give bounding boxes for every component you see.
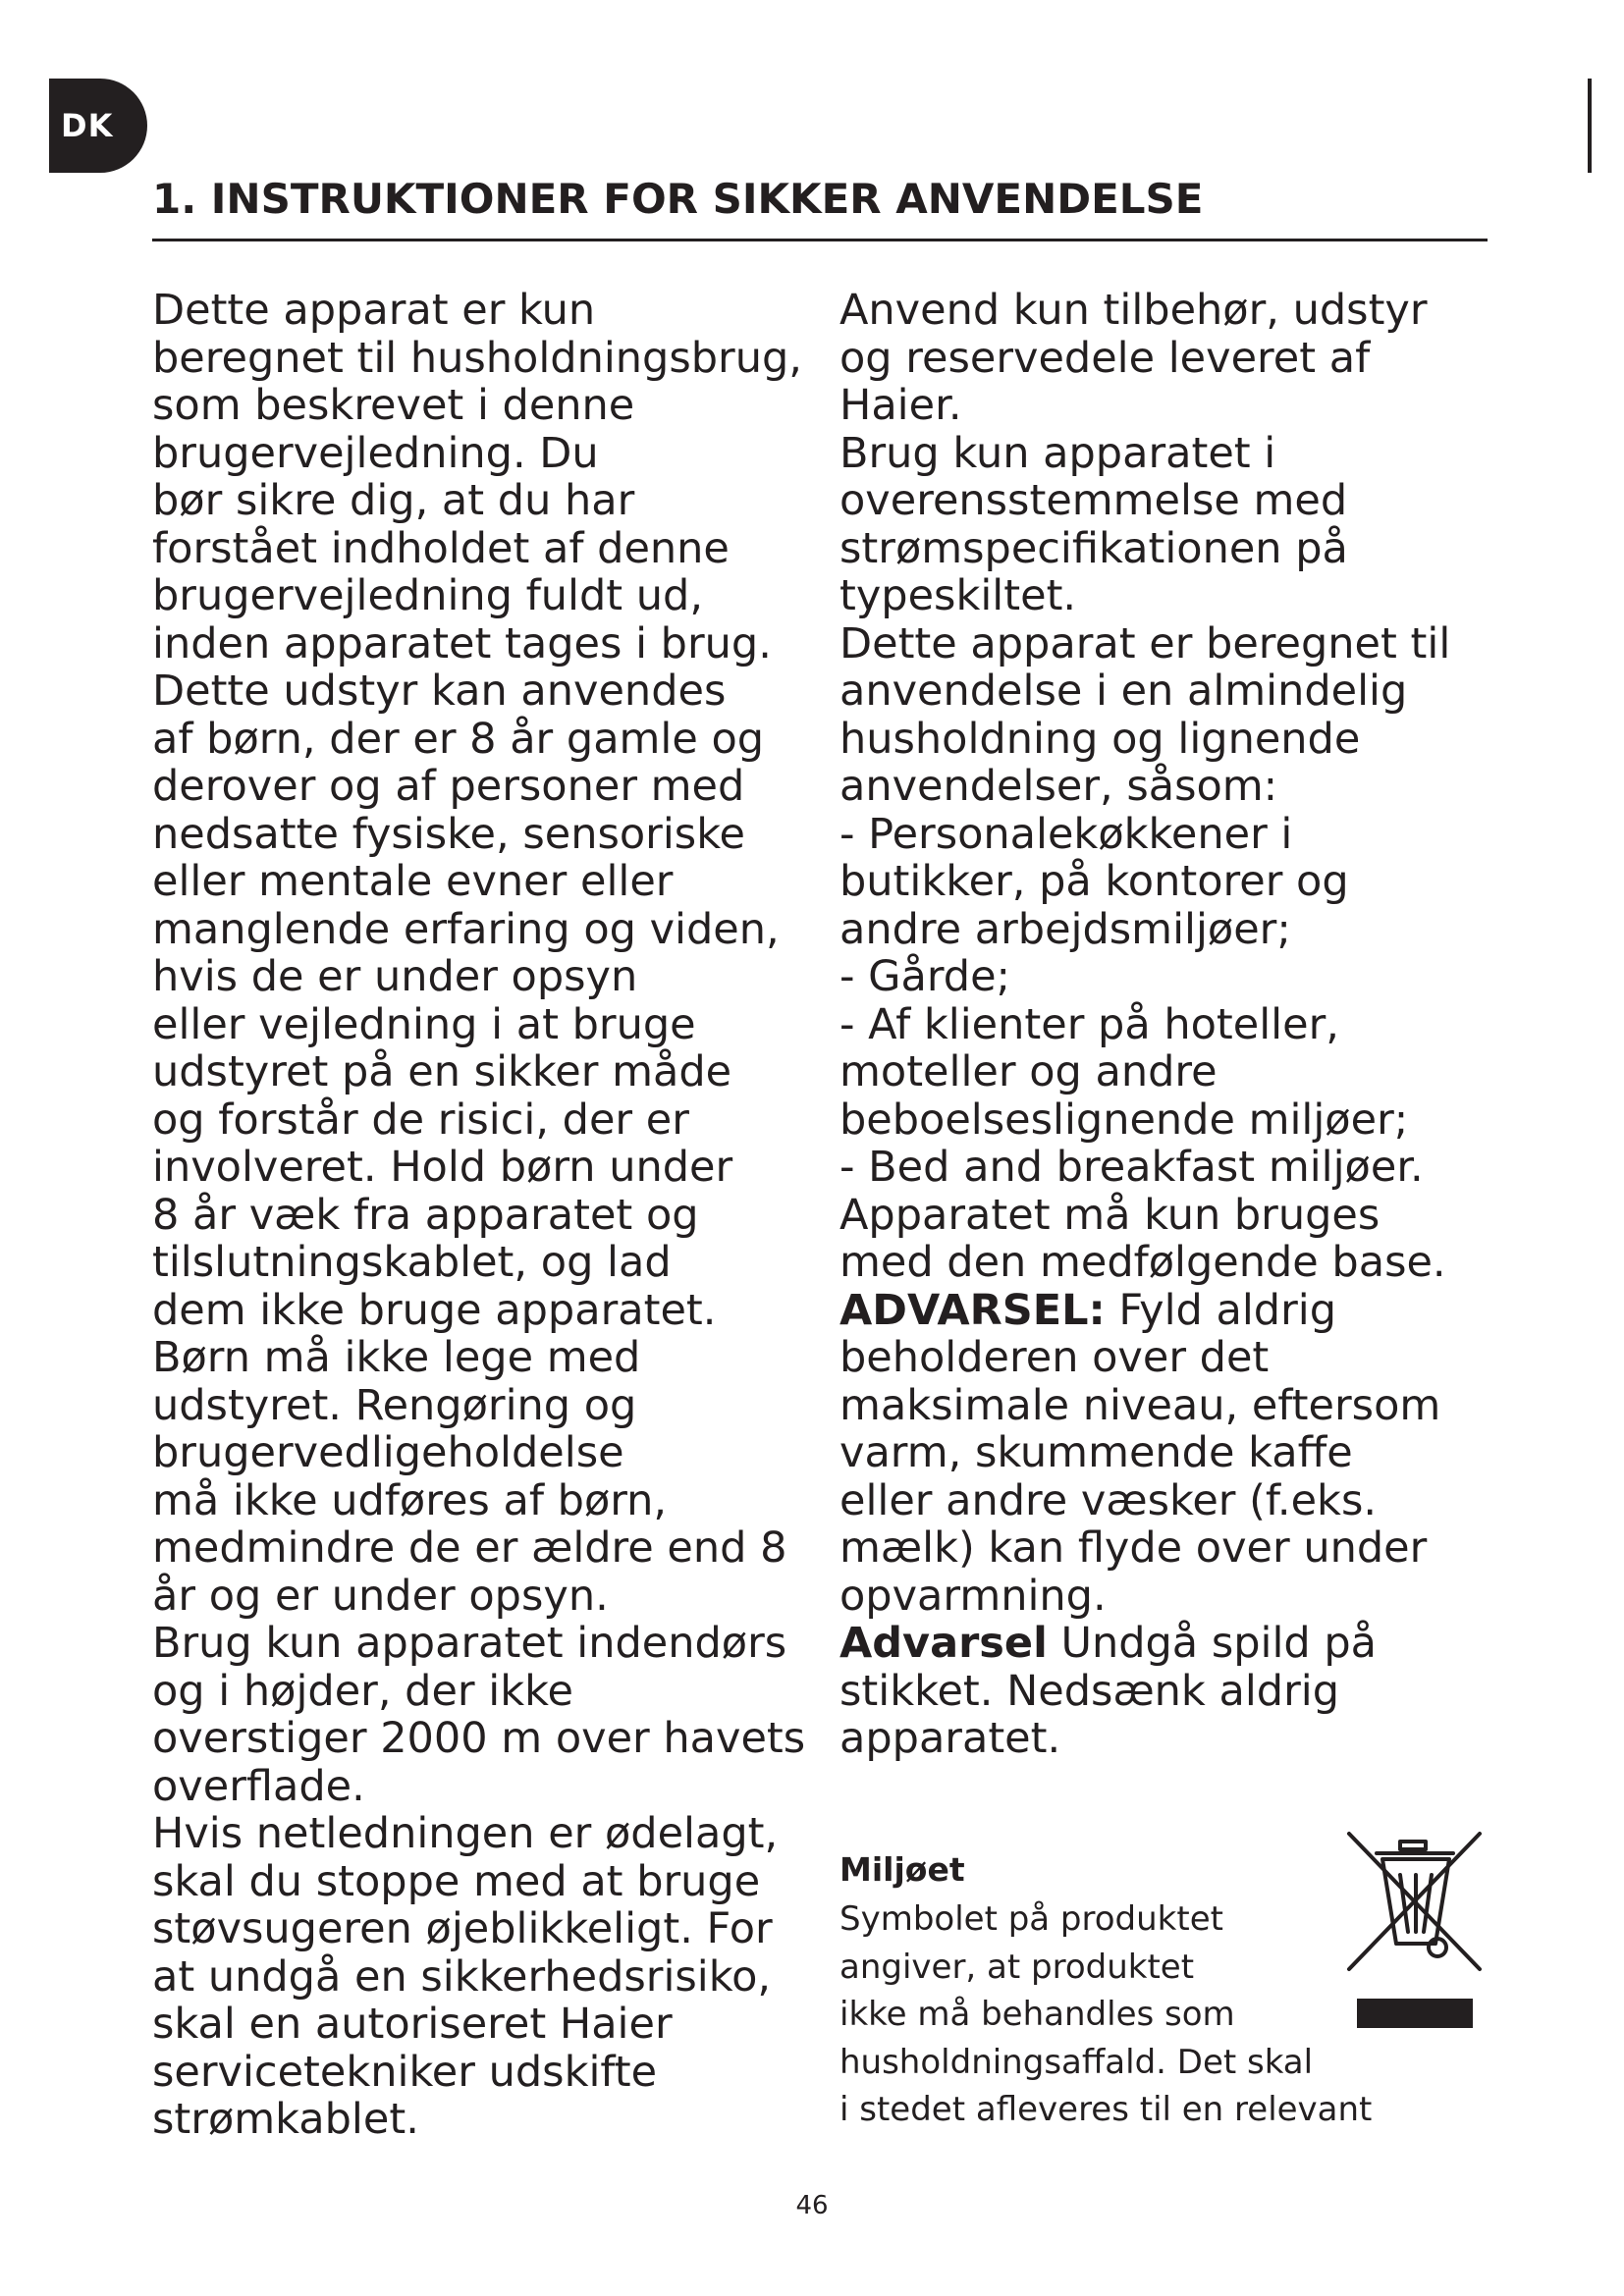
right-column-line: beboelseslignende miljøer; bbox=[839, 1095, 1409, 1145]
warning-2-label: Advarsel bbox=[839, 1619, 1048, 1668]
left-column-line: dem ikke bruge apparatet. bbox=[152, 1285, 717, 1335]
left-column-line: skal du stoppe med at bruge bbox=[152, 1856, 761, 1906]
warning-1-line: maksimale niveau, eftersom bbox=[839, 1380, 1441, 1430]
right-column-line: Anvend kun tilbehør, udstyr bbox=[839, 286, 1428, 335]
left-column-line: servicetekniker udskifte bbox=[152, 2047, 658, 2097]
page-edge-marker bbox=[1588, 79, 1592, 173]
page-number: 46 bbox=[795, 2191, 829, 2220]
left-column-line: brugervedligeholdelse bbox=[152, 1428, 624, 1477]
right-column-line: strømspecifikationen på bbox=[839, 523, 1348, 573]
right-column-line: anvendelse i en almindelig bbox=[839, 667, 1408, 716]
right-column-line: - Personalekøkkener i bbox=[839, 809, 1293, 859]
language-code: DK bbox=[61, 107, 114, 144]
right-column-line: - Gårde; bbox=[839, 952, 1011, 1001]
weee-underline-bar bbox=[1357, 1999, 1473, 2028]
warning-1-line: varm, skummende kaffe bbox=[839, 1428, 1353, 1477]
left-column-line: som beskrevet i denne bbox=[152, 381, 635, 430]
warning-1-line: mælk) kan flyde over under bbox=[839, 1523, 1428, 1573]
right-column-paragraphs bbox=[839, 287, 1450, 1287]
right-column-line: butikker, på kontorer og bbox=[839, 857, 1349, 906]
left-column-line: udstyret. Rengøring og bbox=[152, 1380, 637, 1430]
warning-2-line: apparatet. bbox=[839, 1714, 1061, 1763]
left-column-line: eller mentale evner eller bbox=[152, 857, 674, 906]
environment-line: i stedet afleveres til en relevant bbox=[839, 2090, 1373, 2129]
left-column-line: 8 år væk fra apparatet og bbox=[152, 1190, 699, 1240]
left-column-line: hvis de er under opsyn bbox=[152, 952, 638, 1001]
right-column-line: - Af klienter på hoteller, bbox=[839, 999, 1339, 1049]
right-column-line: overensstemmelse med bbox=[839, 476, 1348, 525]
left-column-line: at undgå en sikkerhedsrisiko, bbox=[152, 1951, 772, 2002]
left-column-line: Dette udstyr kan anvendes bbox=[152, 667, 727, 716]
right-column-line: med den medfølgende base. bbox=[839, 1238, 1446, 1287]
warning-1-text: Fyld aldrig bbox=[1105, 1285, 1336, 1335]
left-column-line: beregnet til husholdningsbrug, bbox=[152, 333, 802, 383]
warning-2-first-line bbox=[839, 1620, 1450, 1668]
right-column-line: anvendelser, såsom: bbox=[839, 762, 1278, 811]
left-column-line: brugervejledning fuldt ud, bbox=[152, 571, 703, 620]
title-divider bbox=[152, 239, 1488, 241]
environment-line: angiver, at produktet bbox=[839, 1947, 1195, 1987]
warning-1-line: eller andre væsker (f.eks. bbox=[839, 1475, 1378, 1525]
left-column-line: brugervejledning. Du bbox=[152, 428, 599, 478]
right-column-line: og reservedele leveret af bbox=[839, 333, 1371, 383]
language-tab bbox=[49, 79, 147, 173]
left-column-line: af børn, der er 8 år gamle og bbox=[152, 714, 765, 764]
left-column-line: støvsugeren øjeblikkeligt. For bbox=[152, 1904, 773, 1953]
left-column-line: derover og af personer med bbox=[152, 762, 745, 811]
warning-1-line: beholderen over det bbox=[839, 1333, 1270, 1382]
left-column-line: tilslutningskablet, og lad bbox=[152, 1238, 672, 1287]
left-column-line: må ikke udføres af børn, bbox=[152, 1475, 668, 1525]
left-column-line: år og er under opsyn. bbox=[152, 1571, 609, 1621]
environment-heading: Miljøet bbox=[839, 1850, 965, 1889]
left-column-line: og i højder, der ikke bbox=[152, 1666, 573, 1716]
warning-1-continued bbox=[839, 1334, 1450, 1620]
right-column-line: Dette apparat er beregnet til bbox=[839, 618, 1451, 668]
right-column-line: andre arbejdsmiljøer; bbox=[839, 904, 1291, 954]
left-column-line: Dette apparat er kun bbox=[152, 286, 596, 335]
warning-1-first-line bbox=[839, 1287, 1450, 1335]
left-column-line: Brug kun apparatet indendørs bbox=[152, 1619, 787, 1668]
left-column-line: forstået indholdet af denne bbox=[152, 523, 730, 573]
left-column-line: overstiger 2000 m over havets bbox=[152, 1714, 806, 1763]
left-column-line: Børn må ikke lege med bbox=[152, 1333, 641, 1382]
right-column-line: typeskiltet. bbox=[839, 571, 1077, 620]
left-column-line: og forstår de risici, der er bbox=[152, 1095, 689, 1145]
left-column-line: skal en autoriseret Haier bbox=[152, 2000, 673, 2049]
warning-2-line: stikket. Nedsænk aldrig bbox=[839, 1666, 1340, 1716]
environment-line: husholdningsaffald. Det skal bbox=[839, 2042, 1314, 2082]
left-column-line: overflade. bbox=[152, 1761, 365, 1811]
environment-line: Symbolet på produktet bbox=[839, 1899, 1223, 1939]
left-column-line: inden apparatet tages i brug. bbox=[152, 618, 772, 668]
warning-1-line: opvarmning. bbox=[839, 1571, 1107, 1621]
crossed-out-wheelie-bin-icon bbox=[1343, 1828, 1486, 1975]
left-column-line: manglende erfaring og viden, bbox=[152, 904, 780, 954]
left-column-line: medmindre de er ældre end 8 bbox=[152, 1523, 787, 1573]
left-column-line: involveret. Hold børn under bbox=[152, 1143, 733, 1192]
left-column-line: eller vejledning i at bruge bbox=[152, 999, 696, 1049]
environment-line: ikke må behandles som bbox=[839, 1995, 1235, 2034]
right-column-line: Haier. bbox=[839, 381, 962, 430]
left-column-line: strømkablet. bbox=[152, 2095, 419, 2144]
left-column-line: udstyret på en sikker måde bbox=[152, 1047, 732, 1096]
warning-1-label: ADVARSEL: bbox=[839, 1285, 1106, 1335]
section-title: 1. INSTRUKTIONER FOR SIKKER ANVENDELSE bbox=[152, 175, 1204, 223]
left-column-line: nedsatte fysiske, sensoriske bbox=[152, 809, 746, 859]
right-column-line: moteller og andre bbox=[839, 1047, 1218, 1096]
right-column-text bbox=[839, 287, 1450, 1763]
left-column-line: Hvis netledningen er ødelagt, bbox=[152, 1809, 779, 1858]
left-column-line: bør sikre dig, at du har bbox=[152, 476, 635, 525]
right-column-line: husholdning og lignende bbox=[839, 714, 1361, 764]
warning-2-continued bbox=[839, 1668, 1450, 1763]
warning-2-text: Undgå spild på bbox=[1047, 1619, 1378, 1668]
right-column-line: - Bed and breakfast miljøer. bbox=[839, 1143, 1424, 1192]
right-column-line: Apparatet må kun bruges bbox=[839, 1190, 1380, 1240]
environment-text bbox=[839, 1896, 1372, 2134]
right-column-line: Brug kun apparatet i bbox=[839, 428, 1276, 478]
left-column-text bbox=[152, 287, 805, 2144]
